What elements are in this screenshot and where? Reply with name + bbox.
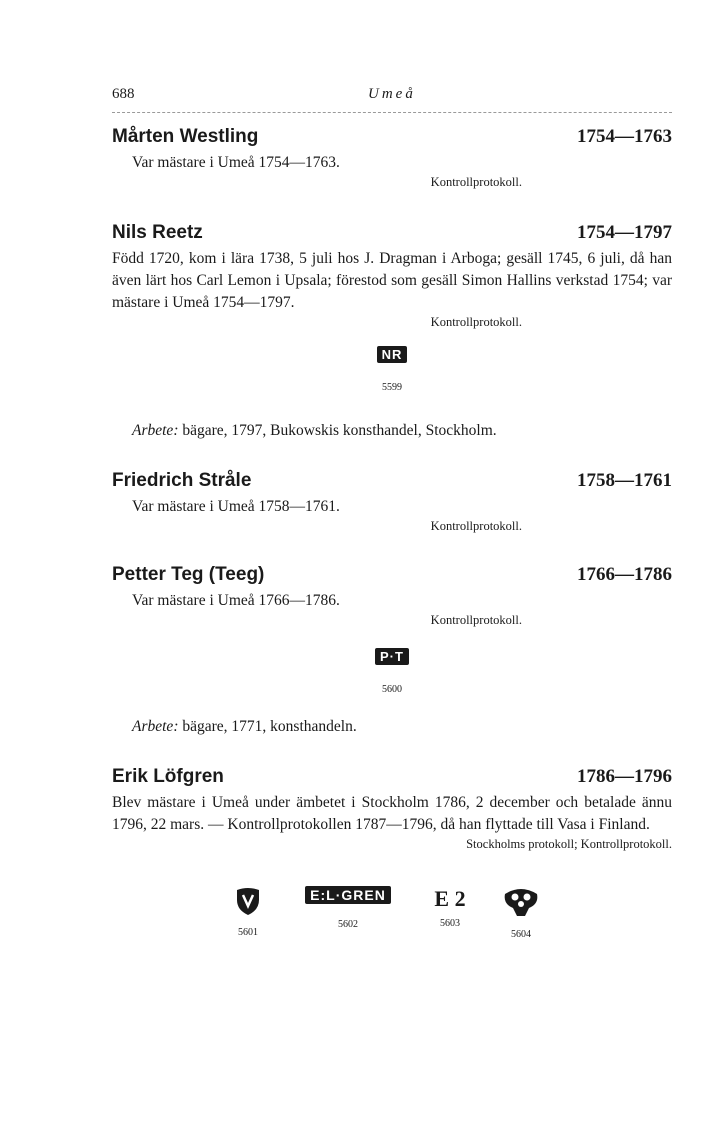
mark-number: 5602 [338,919,358,930]
entry-years: 1766—1786 [577,564,672,585]
entry-text: Blev mästare i Umeå under ämbetet i Stockholm 1786, 2 december och betalade ännu 1796, 22 mars. — Kontrollprotokollen 1787—1796, då han flyttade till Vasa i Finland. [112,794,672,833]
mark-stamp: P·T [375,648,409,665]
entry-years: 1758—1761 [577,470,672,491]
entry-source: Kontrollprotokoll. [430,519,522,533]
entry-name: Friedrich Stråle [112,470,252,491]
entry-years: 1754—1763 [577,126,672,147]
entry-name: Erik Löfgren [112,766,224,787]
entry-petter-teg [112,564,672,628]
mark-number: 5600 [382,684,402,695]
entry-name: Nils Reetz [112,222,203,243]
header-rule [112,112,672,113]
maker-mark-5601 [228,886,268,938]
entry-text: Var mästare i Umeå 1758—1761. [132,498,340,515]
work-text: bägare, 1797, Bukowskis konsthandel, Stockholm. [182,422,497,439]
entry-erik-lofgren [112,766,672,852]
entry-source: Kontrollprotokoll. [430,315,522,329]
entry-nils-reetz [112,222,672,330]
entry-source: Kontrollprotokoll. [430,613,522,627]
entry-years: 1786—1796 [577,766,672,787]
work-note [132,718,357,736]
crowned-emblem-icon [501,886,541,918]
mark-number: 5601 [238,927,258,938]
maker-mark-5603 [428,886,472,929]
entry-text: Var mästare i Umeå 1754—1763. [132,154,340,171]
entry-friedrich-strale [112,470,672,534]
work-text: bägare, 1771, konsthandeln. [182,718,357,735]
entry-source: Kontrollprotokoll. [430,175,522,189]
work-note [132,422,497,440]
entry-name: Mårten Westling [112,126,259,147]
work-label: Arbete: [132,718,179,735]
page-number: 688 [112,86,135,102]
entry-text: Var mästare i Umeå 1766—1786. [132,592,340,609]
mark-stamp: NR [377,346,408,363]
work-label: Arbete: [132,422,179,439]
maker-mark-pt [112,648,672,695]
entry-years: 1754—1797 [577,222,672,243]
mark-stamp: E 2 [434,886,466,911]
running-title: Umeå [368,86,416,102]
entry-text: Född 1720, kom i lära 1738, 5 juli hos J. Dragman i Arboga; gesäll 1745, 6 juli, då han även lärt hos Carl Lemon i Upsala; förestod som gesäll Simon Hallins verkstad 1754; var mästare i Umeå 1754—1797. [112,250,672,311]
maker-marks-row [0,886,720,946]
mark-number: 5603 [440,918,460,929]
mark-number: 5604 [511,929,531,940]
mark-stamp: E:L·GREN [305,886,391,904]
entry-name: Petter Teg (Teeg) [112,564,265,585]
entry-marten-westling [112,126,672,190]
maker-mark-5602 [288,886,408,930]
maker-mark-nr [112,346,672,393]
page-header [112,86,672,110]
entry-source: Stockholms protokoll; Kontrollprotokoll. [466,837,672,851]
mark-number: 5599 [382,382,402,393]
shield-emblem-icon [235,886,261,916]
maker-mark-5604 [498,886,544,940]
